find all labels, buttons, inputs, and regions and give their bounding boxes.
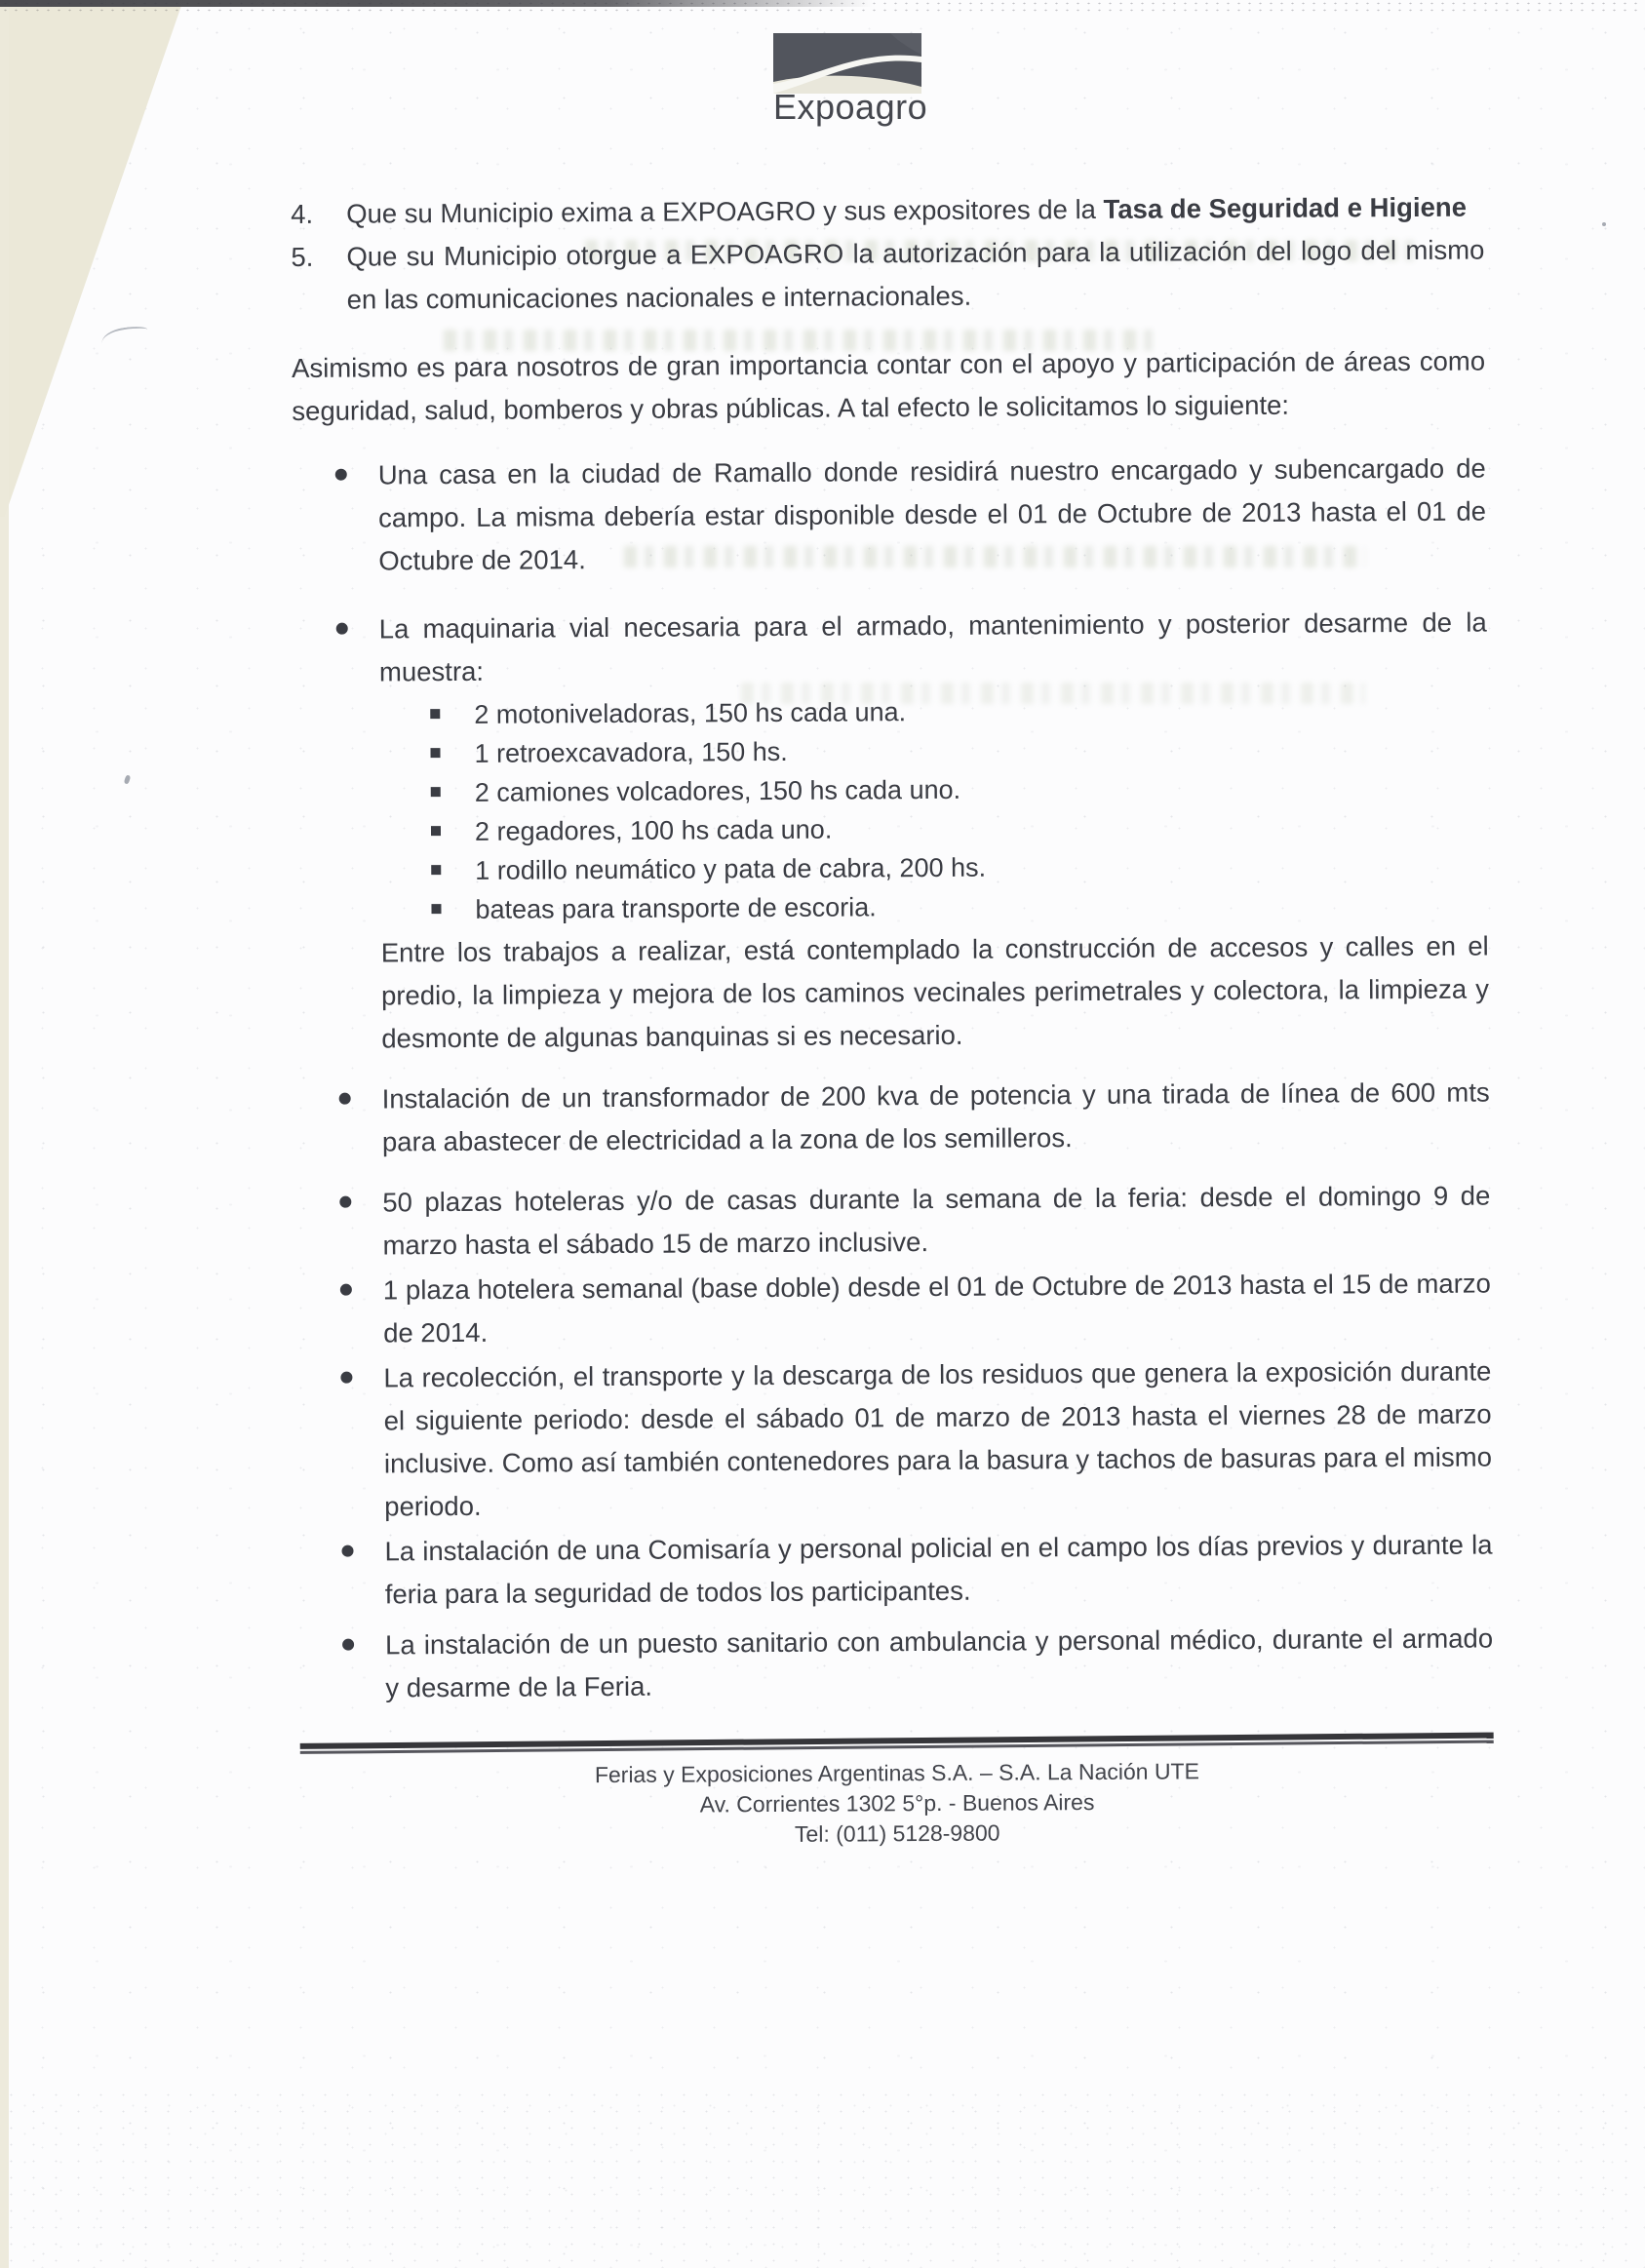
- item-number: 4.: [291, 198, 314, 229]
- letter-footer: [300, 1754, 1495, 1852]
- request-text: La recolección, el transporte y la descarga de los residuos que genera la exposición durante el siguiente periodo: desde el sábado 01 de marzo de 2013 hasta el viernes 28 de marzo inclusive. Como así también contenedores para la basura y tachos de basuras para el mismo periodo.: [383, 1355, 1493, 1522]
- machinery-item: [380, 845, 1488, 891]
- item-text-bold: Tasa de Seguridad e Higiene: [1103, 191, 1468, 224]
- request-item-weekly-place: [297, 1263, 1492, 1355]
- scan-left-edge-artifact: [0, 0, 9, 2268]
- machinery-item: [380, 806, 1488, 852]
- request-text: La instalación de un puesto sanitario con ambulancia y personal médico, durante el armado y desarme de la Feria.: [385, 1623, 1494, 1703]
- square-bullet-icon: [431, 904, 441, 914]
- square-bullet-icon: [431, 826, 441, 836]
- request-text: 1 plaza hotelera semanal (base doble) desde el 01 de Octubre de 2013 hasta el 15 de marzo de 2014.: [382, 1268, 1491, 1349]
- item-text: Que su Municipio otorgue a EXPOAGRO la autorización para la utilización del logo del mismo en las comunicaciones nacionales e internacionales.: [346, 234, 1485, 315]
- bullet-dot-icon: [340, 1284, 352, 1296]
- request-item-police: [298, 1523, 1493, 1616]
- square-bullet-icon: [430, 748, 440, 758]
- item-number: 5.: [291, 241, 314, 272]
- letter-body: [291, 186, 1494, 1853]
- request-text: Instalación de un transformador de 200 kva de potencia y una tirada de línea de 600 mts para abastecer de electricidad a la zona de los semilleros.: [381, 1076, 1490, 1157]
- square-bullet-icon: [430, 709, 440, 719]
- request-item-waste: [297, 1350, 1492, 1529]
- bullet-dot-icon: [341, 1545, 353, 1557]
- request-text: Una casa en la ciudad de Ramallo donde residirá nuestro encargado y subencargado de campo. La misma debería estar disponible desde el 01 de Octubre de 2013 hasta el 01 de Octubre de 2014.: [377, 452, 1487, 576]
- machinery-text: 2 regadores, 100 hs cada uno.: [474, 814, 833, 846]
- request-item-medical: [299, 1617, 1494, 1709]
- machinery-item: [380, 884, 1488, 930]
- bullet-dot-icon: [340, 1372, 352, 1384]
- request-item-hotel-places: [296, 1175, 1491, 1268]
- machinery-text: 1 retroexcavadora, 150 hs.: [474, 736, 788, 768]
- bullet-dot-icon: [335, 469, 347, 481]
- request-text: La maquinaria vial necesaria para el armado, mantenimiento y posterior desarme de la muestra:: [378, 606, 1487, 687]
- ink-speck-artifact: [1602, 222, 1606, 226]
- ink-speck-artifact: [124, 774, 132, 784]
- scan-bottom-noise-artifact: [0, 2087, 1645, 2268]
- numbered-list: [291, 186, 1485, 322]
- request-text: La instalación de una Comisaría y personal policial en el campo los días previos y durante la feria para la seguridad de todos los participantes.: [384, 1529, 1493, 1610]
- request-item-machinery: [294, 602, 1490, 1061]
- bullet-dot-icon: [336, 623, 348, 635]
- machinery-note: Entre los trabajos a realizar, está contemplado la construcción de accesos y calles en el predio, la limpieza y mejora de los caminos vecinales perimetrales y colectora, la limpieza y desmonte de algunas banquinas si es necesario.: [380, 930, 1490, 1054]
- intro-paragraph: Asimismo es para nosotros de gran importancia contar con el apoyo y participación de áreas como seguridad, salud, bomberos y obras públicas. A tal efecto le solicitamos lo siguiente:: [292, 345, 1486, 426]
- footer-company: Ferias y Exposiciones Argentinas S.A. – S.A. La Nación UTE: [594, 1758, 1199, 1788]
- footer-phone: Tel: (011) 5128-9800: [794, 1819, 1000, 1847]
- machinery-text: 2 motoniveladoras, 150 hs cada una.: [474, 697, 907, 729]
- bullet-dot-icon: [339, 1093, 351, 1105]
- machinery-text: 2 camiones volcadores, 150 hs cada uno.: [474, 774, 961, 807]
- machinery-item: [379, 689, 1487, 735]
- request-item-transformer: [296, 1072, 1491, 1164]
- scan-corner-fold-artifact: [0, 0, 183, 517]
- expoagro-road-icon: [773, 33, 921, 94]
- item-text: Que su Municipio exima a EXPOAGRO y sus expositores de la: [346, 193, 1104, 229]
- bullet-dot-icon: [342, 1639, 354, 1651]
- machinery-item: [379, 728, 1487, 774]
- square-bullet-icon: [431, 787, 441, 797]
- numbered-item-5: [291, 229, 1485, 322]
- bullet-dot-icon: [339, 1196, 351, 1208]
- machinery-text: 1 rodillo neumático y pata de cabra, 200 hs.: [475, 852, 987, 885]
- logo-wordmark: Expoagro: [773, 87, 928, 127]
- square-bullet-icon: [431, 865, 441, 875]
- pencil-mark-artifact: [100, 325, 149, 349]
- request-item-house: [293, 448, 1487, 583]
- footer-divider: [300, 1733, 1494, 1754]
- request-text: 50 plazas hoteleras y/o de casas durante la semana de la feria: desde el domingo 9 de marzo hasta el sábado 15 de marzo inclusive.: [382, 1180, 1491, 1261]
- numbered-item-4: [291, 186, 1484, 236]
- machinery-list: [379, 689, 1488, 930]
- scan-top-noise-artifact: [0, 0, 1645, 14]
- machinery-text: bateas para transporte de escoria.: [475, 892, 877, 924]
- footer-address: Av. Corrientes 1302 5°p. - Buenos Aires: [699, 1788, 1095, 1818]
- machinery-item: [380, 767, 1488, 813]
- expoagro-logo: [773, 33, 937, 125]
- request-list: [293, 448, 1494, 1710]
